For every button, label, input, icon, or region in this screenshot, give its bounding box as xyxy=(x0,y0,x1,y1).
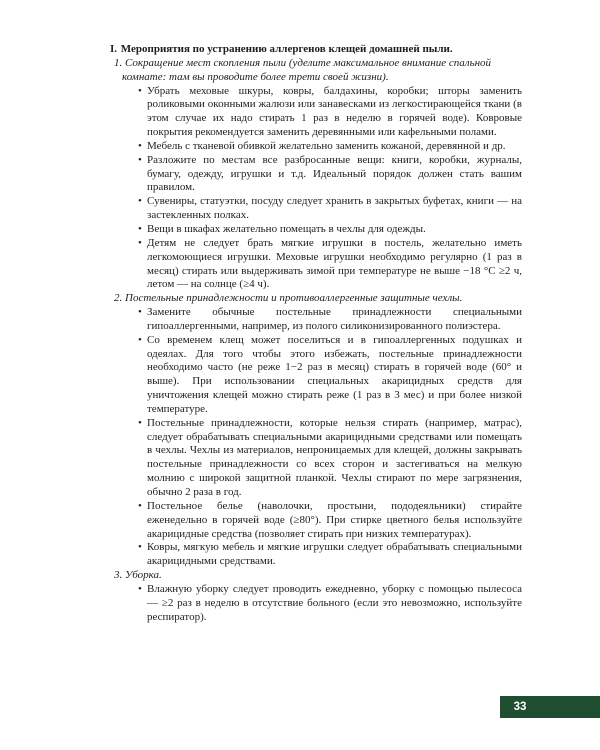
list-item xyxy=(138,582,522,625)
list-item xyxy=(138,153,522,196)
list-item-text: Замените обычные постельные принадлежности специальными гипоаллергенными, например, из полого силиконизированного полиэстера. xyxy=(147,306,522,332)
bullet-glyph: • xyxy=(138,306,142,319)
list-item-text: Влажную уборку следует проводить ежедневно, уборку с помощью пылесоса — ≥2 раз в неделю в отсутствие больного (если это невозможно, используйте респиратор). xyxy=(147,582,522,623)
bullet-list xyxy=(100,583,522,625)
bullet-glyph: • xyxy=(138,236,142,249)
heading-number: I. xyxy=(110,43,118,55)
bullet-glyph: • xyxy=(138,582,142,595)
list-item xyxy=(138,195,522,223)
subsection-title: 2. Постельные принадлежности и противоаллергенные защитные чехлы. xyxy=(114,292,463,305)
list-item-text: Ковры, мягкую мебель и мягкие игрушки следует обрабатывать специальными акарицидными средствами. xyxy=(147,541,522,568)
list-item xyxy=(138,306,522,334)
list-item xyxy=(138,499,522,542)
list-item-text: Мебель с тканевой обивкой желательно заменить кожаной, деревянной и др. xyxy=(147,139,506,152)
main-heading xyxy=(100,43,522,57)
list-item-text: Постельное белье (наволочки, простыни, пододеяльники) стирайте еженедельно в горячей воде (≥80°). При стирке цветного белья используйте акарицидные средства (позволяет стирать при низких температурах). xyxy=(147,499,522,540)
list-item-text: Убрать меховые шкуры, ковры, балдахины, коробки; шторы заменить роликовыми оконными жалюзи или занавесками из легкостирающейся ткани (в этом случае их надо стирать 1 раз в неделю в горячей воде). Ковровые покрытия рекомендуется заменить деревянными или кафельными полами. xyxy=(147,84,522,139)
list-item xyxy=(138,139,522,154)
list-item-text: Сувениры, статуэтки, посуду следует хранить в закрытых буфетах, книги — на застекленных полках. xyxy=(147,195,522,222)
list-item xyxy=(138,84,522,140)
heading-title: Мероприятия по устранению аллергенов клещей домашней пыли. xyxy=(120,43,453,55)
page-number xyxy=(500,696,600,718)
bullet-glyph: • xyxy=(138,139,142,152)
list-item-text: Детям не следует брать мягкие игрушки в постель, желательно иметь легкомоющиеся игрушки. Меховые игрушки необходимо регулярно (1 раз в месяц) стирать или выдерживать зимой при температуре не выше −18 °С ≥2 ч, летом — на солнце (≥4 ч). xyxy=(147,236,522,291)
list-item xyxy=(138,222,522,237)
bullet-glyph: • xyxy=(138,333,142,346)
list-item xyxy=(138,236,522,292)
bullet-glyph: • xyxy=(138,499,142,512)
list-item xyxy=(138,541,522,569)
bullet-glyph: • xyxy=(138,541,142,554)
list-item-text: Постельные принадлежности, которые нельзя стирать (например, матрас), следует обрабатывать специальными акарицидными средствами или помещать в чехлы. Чехлы из материалов, непроницаемых для клещей, должны закрывать постельные принадлежности со всех сторон и застегиваться на мелкую молнию с широкой защитной планкой. Чехлы стирают по мере загрязнения, обычно 2 раза в год. xyxy=(147,416,522,498)
bullet-glyph: • xyxy=(138,153,142,166)
page-content xyxy=(100,43,522,624)
subsection-title: 1. Сокращение мест скопления пыли (уделите максимальное внимание спальной комнате: там вы проводите более трети своей жизни). xyxy=(114,56,492,83)
subsection-title: 3. Уборка. xyxy=(114,569,162,582)
list-item-text: Разложите по местам все разбросанные вещи: книги, коробки, журналы, бумагу, одежду, игрушки и т.д. Идеальный порядок должен стать вашим правилом. xyxy=(147,153,522,194)
bullet-glyph: • xyxy=(138,416,142,429)
list-item xyxy=(138,333,522,417)
page-number-text: 33 xyxy=(513,701,527,713)
bullet-glyph: • xyxy=(138,222,142,235)
bullet-list xyxy=(100,306,522,569)
list-item xyxy=(138,416,522,500)
bullet-glyph: • xyxy=(138,84,142,97)
list-item-text: Вещи в шкафах желательно помещать в чехлы для одежды. xyxy=(147,222,426,235)
list-item-text: Со временем клещ может поселиться и в гипоаллергенных подушках и одеялах. Для того чтобы этого избежать, постельные принадлежности необходимо часто (не реже 1−2 раз в месяц) стирать в горячей воде (60° и выше). При использовании специальных акарицидных средств для уничтожения клещей можно стирать реже (1 раз в 3 мес) и при более низкой температуре. xyxy=(147,333,522,415)
bullet-glyph: • xyxy=(138,195,142,208)
bullet-list xyxy=(100,85,522,293)
